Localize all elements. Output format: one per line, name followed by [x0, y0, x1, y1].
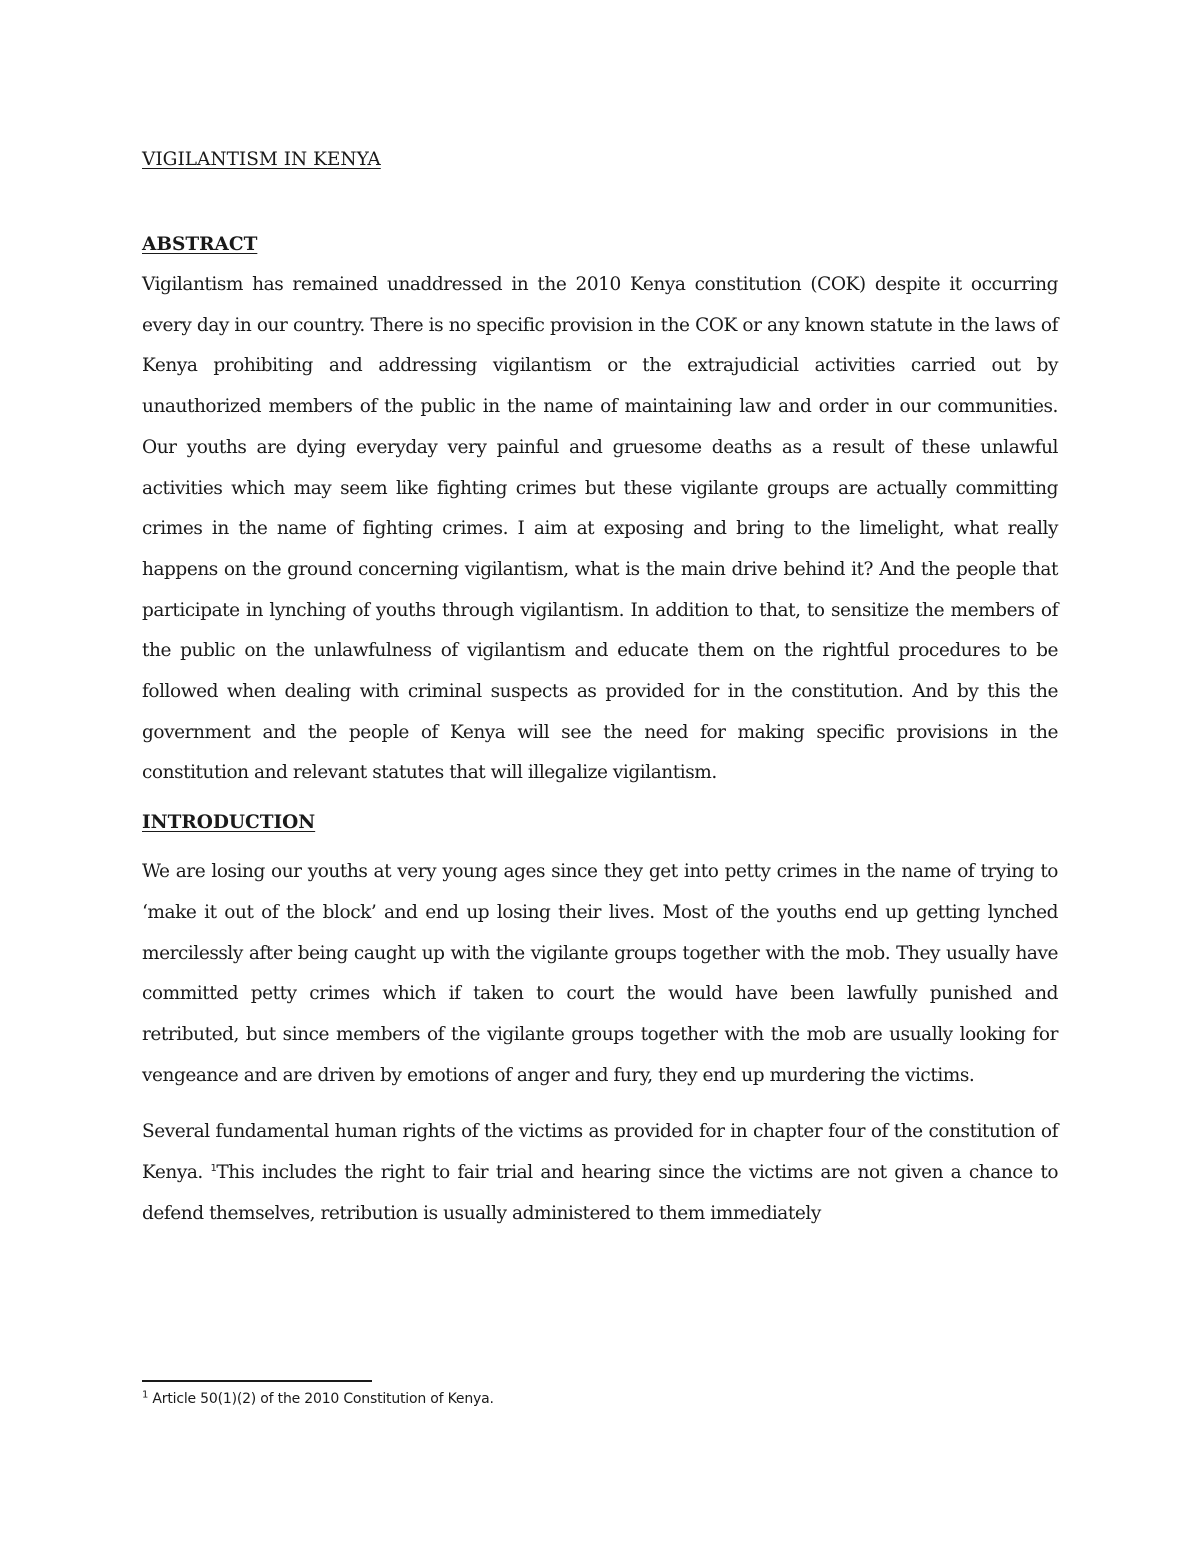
introduction-paragraph-2: [142, 1112, 1058, 1234]
footnote-reference[interactable]: 1: [210, 1162, 217, 1174]
abstract-paragraph: Vigilantism has remained unaddressed in the 2010 Kenya constitution (COK) despite it occurring every day in our country. There is no specific provision in the COK or any known statute in the laws of Kenya prohibiting and addressing vigilantism or the extrajudicial activities carried out by unauthorized members of the public in the name of maintaining law and order in our communities. Our youths are dying everyday very painful and gruesome deaths as a result of these unlawful activities which may seem like fighting crimes but these vigilante groups are actually committing crimes in the name of fighting crimes. I aim at exposing and bring to the limelight, what really happens on the ground concerning vigilantism, what is the main drive behind it? And the people that participate in lynching of youths through vigilantism. In addition to that, to sensitize the members of the public on the unlawfulness of vigilantism and educate them on the rightful procedures to be followed when dealing with criminal suspects as provided for in the constitution. And by this the government and the people of Kenya will see the need for making specific provisions in the constitution and relevant statutes that will illegalize vigilantism.: [142, 274, 1058, 784]
footnote-separator: [142, 1380, 372, 1382]
footnote-text: Article 50(1)(2) of the 2010 Constitution of Kenya.: [148, 1391, 494, 1407]
abstract-heading: ABSTRACT: [142, 234, 258, 255]
footnote: [142, 1389, 494, 1409]
introduction-paragraph-1: We are losing our youths at very young ages since they get into petty crimes in the name of trying to ‘make it out of the block’ and end up losing their lives. Most of the youths end up getting lynched mercilessly after being caught up with the vigilante groups together with the mob. They usually have committed petty crimes which if taken to court the would have been lawfully punished and retributed, but since members of the vigilante groups together with the mob are usually looking for vengeance and are driven by emotions of anger and fury, they end up murdering the victims.: [142, 861, 1058, 1086]
paragraph-2-text-end: This includes the right to fair trial and hearing since the victims are not given a chance to defend themselves, retribution is usually administered to them immediately: [142, 1162, 1059, 1224]
document-body: [142, 140, 1058, 1234]
document-title: VIGILANTISM IN KENYA: [142, 149, 381, 170]
paragraph-2-text-start: Several fundamental human rights of the victims as provided for in chapter four of the constitution of Kenya.: [142, 1121, 1058, 1184]
footnote-number: 1: [142, 1389, 149, 1401]
introduction-heading: INTRODUCTION: [142, 812, 316, 834]
